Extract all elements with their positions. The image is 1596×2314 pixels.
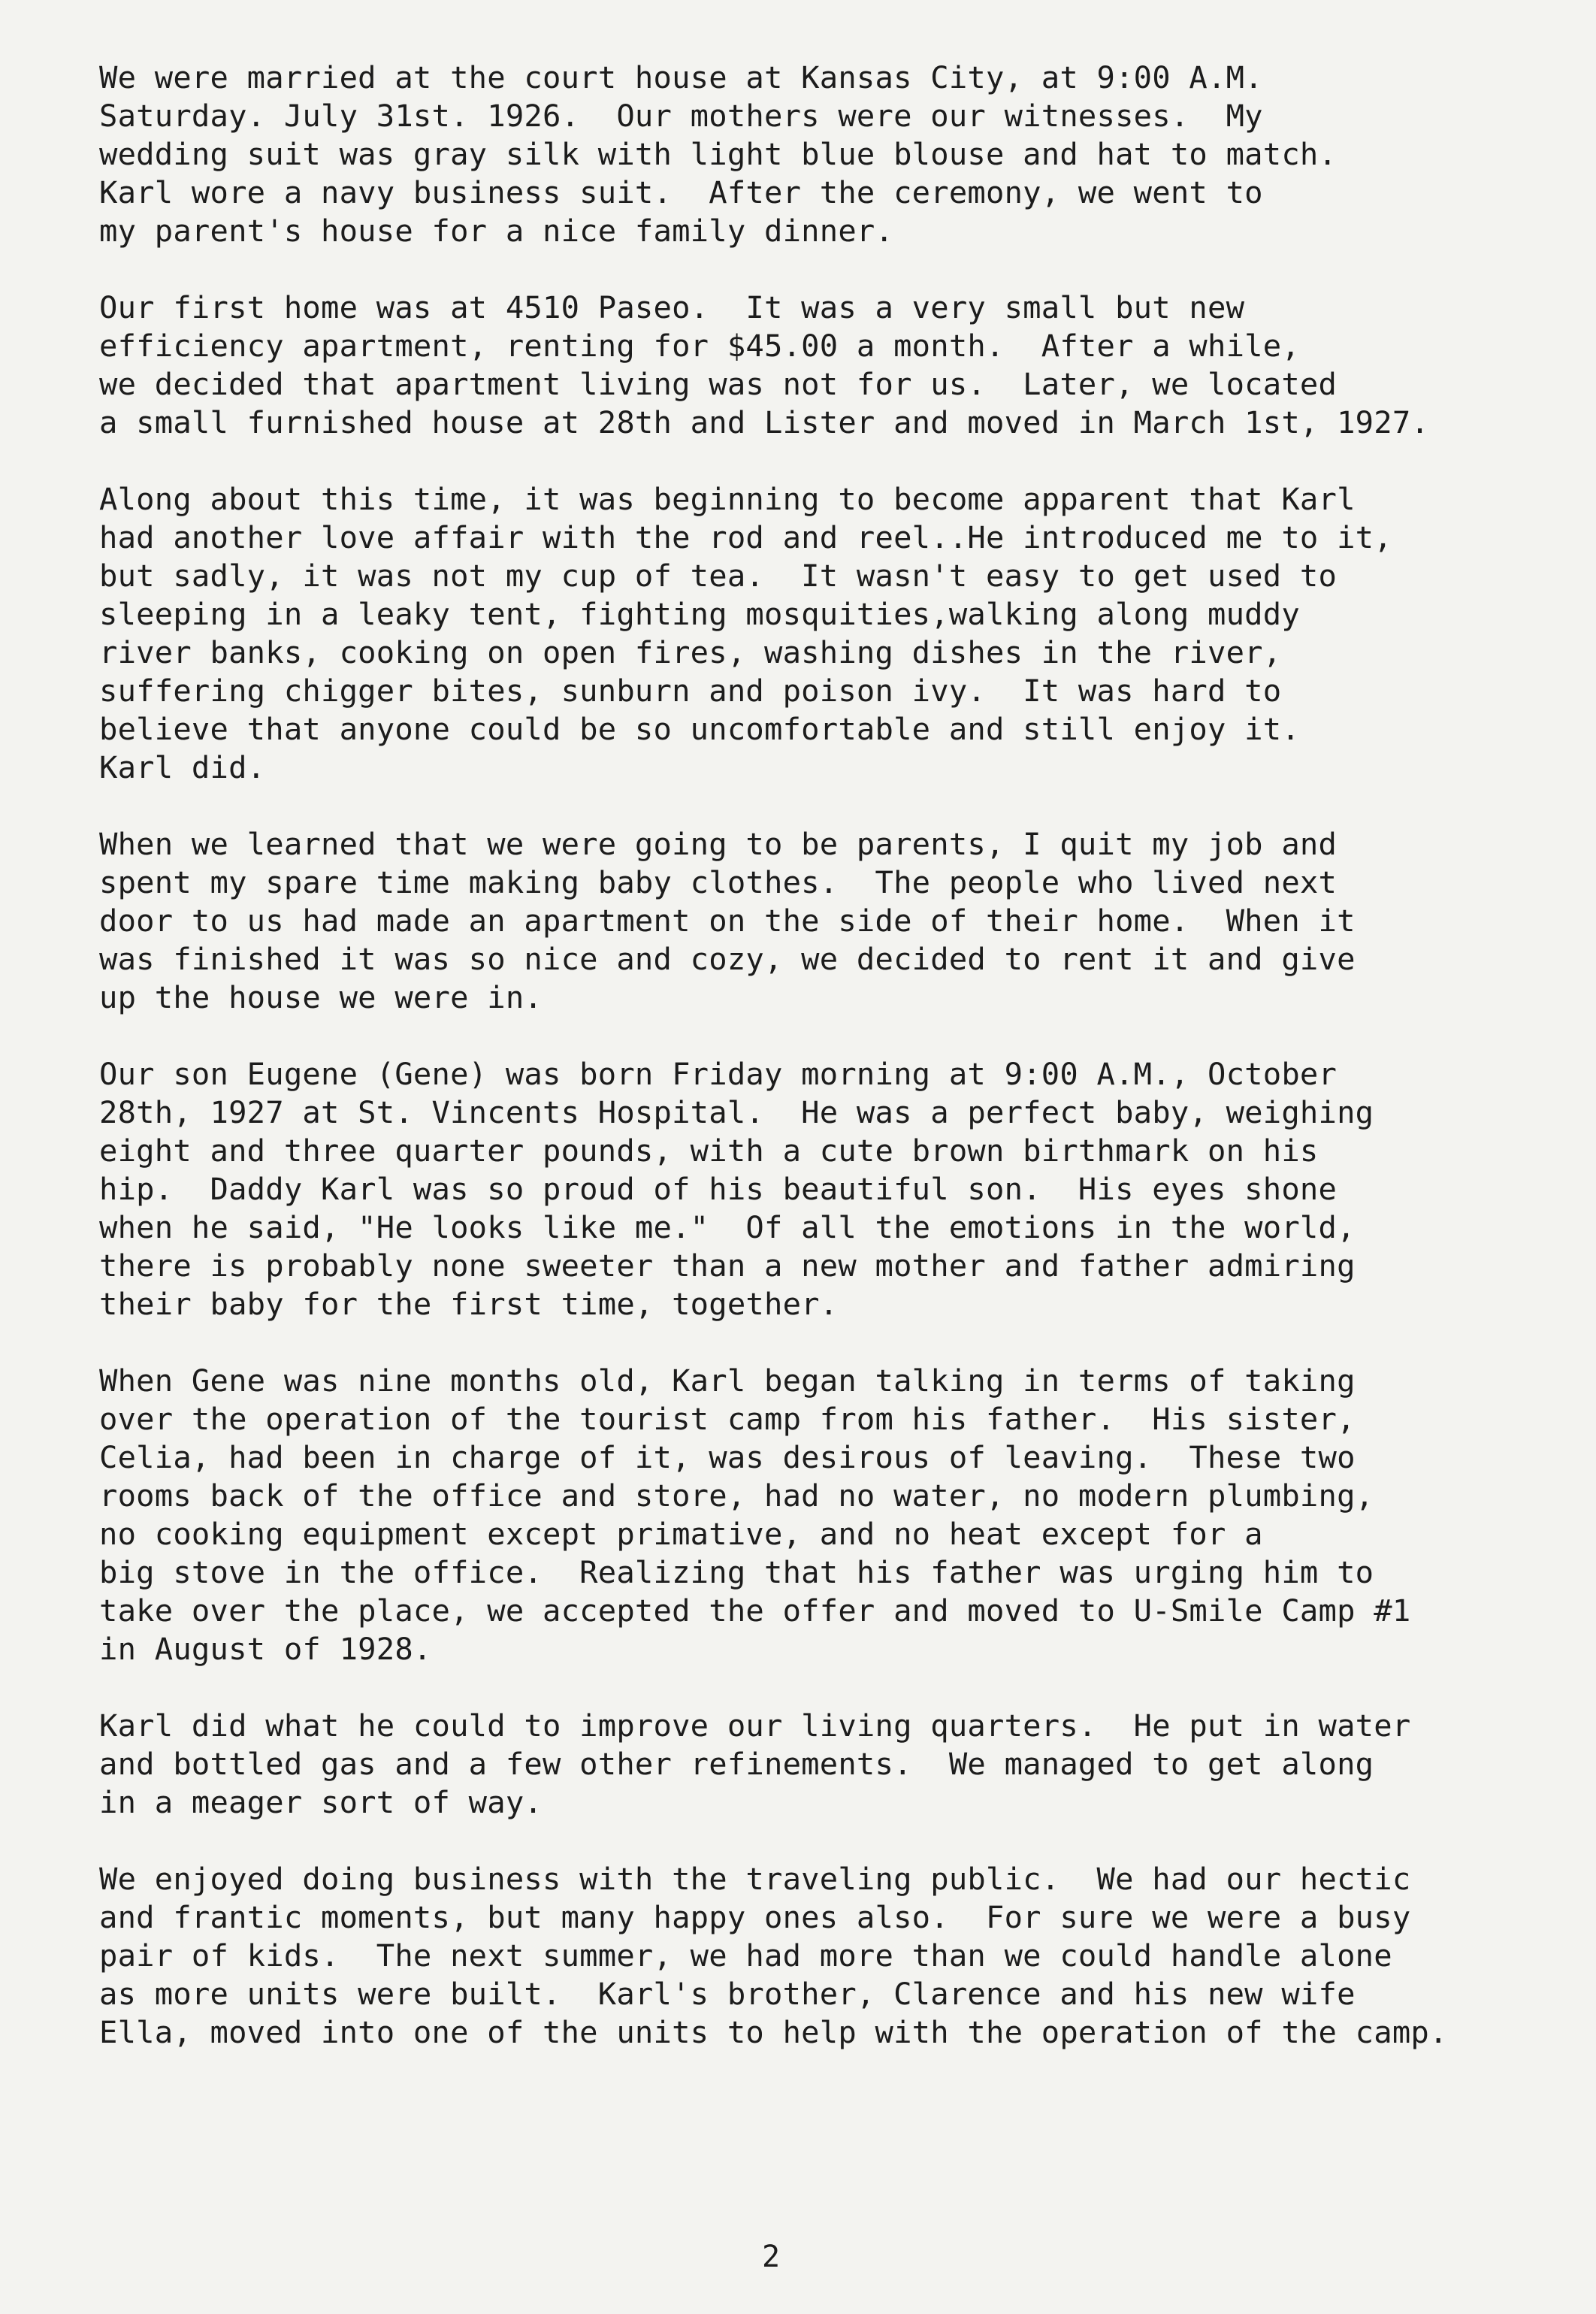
text-line: rooms back of the office and store, had no water, no modern plumbing, — [99, 1478, 1374, 1514]
text-line: was finished it was so nice and cozy, we decided to rent it and give — [99, 941, 1356, 977]
text-line: suffering chigger bites, sunburn and poison ivy. It was hard to — [99, 673, 1282, 709]
text-line: Karl wore a navy business suit. After the ceremony, we went to — [99, 174, 1263, 210]
text-line: spent my spare time making baby clothes. The people who lived next — [99, 864, 1338, 900]
text-line: Along about this time, it was beginning to become apparent that Karl — [99, 481, 1356, 517]
text-line: take over the place, we accepted the offer and moved to U-Smile Camp #1 — [99, 1593, 1411, 1629]
text-line: pair of kids. The next summer, we had more than we could handle alone — [99, 1937, 1392, 1974]
text-line: as more units were built. Karl's brother, Clarence and his new wife — [99, 1976, 1356, 2012]
text-line: door to us had made an apartment on the side of their home. When it — [99, 903, 1356, 939]
text-line: Ella, moved into one of the units to help with the operation of the camp. — [99, 2014, 1448, 2050]
paragraph — [99, 825, 1527, 1017]
text-line: When Gene was nine months old, Karl began talking in terms of taking — [99, 1363, 1356, 1399]
text-line: and bottled gas and a few other refinements. We managed to get along — [99, 1746, 1374, 1782]
text-line: a small furnished house at 28th and Lister and moved in March 1st, 1927. — [99, 404, 1429, 440]
text-line: efficiency apartment, renting for $45.00 a month. After a while, — [99, 328, 1300, 364]
document-body — [99, 59, 1527, 2090]
text-line: we decided that apartment living was not for us. Later, we located — [99, 366, 1338, 402]
text-line: eight and three quarter pounds, with a cute brown birthmark on his — [99, 1133, 1319, 1169]
text-line: big stove in the office. Realizing that his father was urging him to — [99, 1554, 1374, 1590]
text-line: in a meager sort of way. — [99, 1784, 543, 1820]
text-line: and frantic moments, but many happy ones also. For sure we were a busy — [99, 1899, 1411, 1935]
text-line: in August of 1928. — [99, 1631, 432, 1667]
text-line: Our son Eugene (Gene) was born Friday morning at 9:00 A.M., October — [99, 1056, 1338, 1092]
text-line: river banks, cooking on open fires, washing dishes in the river, — [99, 634, 1282, 670]
text-line: Celia, had been in charge of it, was desirous of leaving. These two — [99, 1439, 1356, 1475]
text-line: wedding suit was gray silk with light blue blouse and hat to match. — [99, 136, 1338, 172]
paragraph — [99, 1055, 1527, 1323]
text-line: over the operation of the tourist camp from his father. His sister, — [99, 1401, 1356, 1437]
text-line: When we learned that we were going to be parents, I quit my job and — [99, 826, 1338, 862]
text-line: had another love affair with the rod and reel..He introduced me to it, — [99, 519, 1392, 555]
paragraph — [99, 289, 1527, 442]
text-line: We enjoyed doing business with the traveling public. We had our hectic — [99, 1861, 1411, 1897]
text-line: Karl did. — [99, 749, 266, 785]
text-line: hip. Daddy Karl was so proud of his beautiful son. His eyes shone — [99, 1171, 1338, 1207]
text-line: We were married at the court house at Kansas City, at 9:00 A.M. — [99, 59, 1263, 95]
text-line: there is probably none sweeter than a new mother and father admiring — [99, 1248, 1356, 1284]
text-line: but sadly, it was not my cup of tea. It wasn't easy to get used to — [99, 558, 1338, 594]
text-line: no cooking equipment except primative, and no heat except for a — [99, 1516, 1263, 1552]
paragraph — [99, 480, 1527, 787]
paragraph — [99, 1860, 1527, 2052]
page-number: 2 — [761, 2240, 781, 2274]
text-line: sleeping in a leaky tent, fighting mosquities,walking along muddy — [99, 596, 1300, 632]
text-line: my parent's house for a nice family dinner. — [99, 213, 894, 249]
text-line: Our first home was at 4510 Paseo. It was a very small but new — [99, 289, 1245, 325]
text-line: Saturday. July 31st. 1926. Our mothers were our witnesses. My — [99, 98, 1263, 134]
text-line: their baby for the first time, together. — [99, 1286, 839, 1322]
text-line: believe that anyone could be so uncomfortable and still enjoy it. — [99, 711, 1300, 747]
text-line: 28th, 1927 at St. Vincents Hospital. He was a perfect baby, weighing — [99, 1094, 1374, 1130]
paragraph — [99, 1707, 1527, 1822]
text-line: when he said, "He looks like me." Of all the emotions in the world, — [99, 1209, 1356, 1245]
paragraph — [99, 1362, 1527, 1668]
paragraph — [99, 59, 1527, 250]
text-line: Karl did what he could to improve our living quarters. He put in water — [99, 1708, 1411, 1744]
text-line: up the house we were in. — [99, 979, 543, 1015]
